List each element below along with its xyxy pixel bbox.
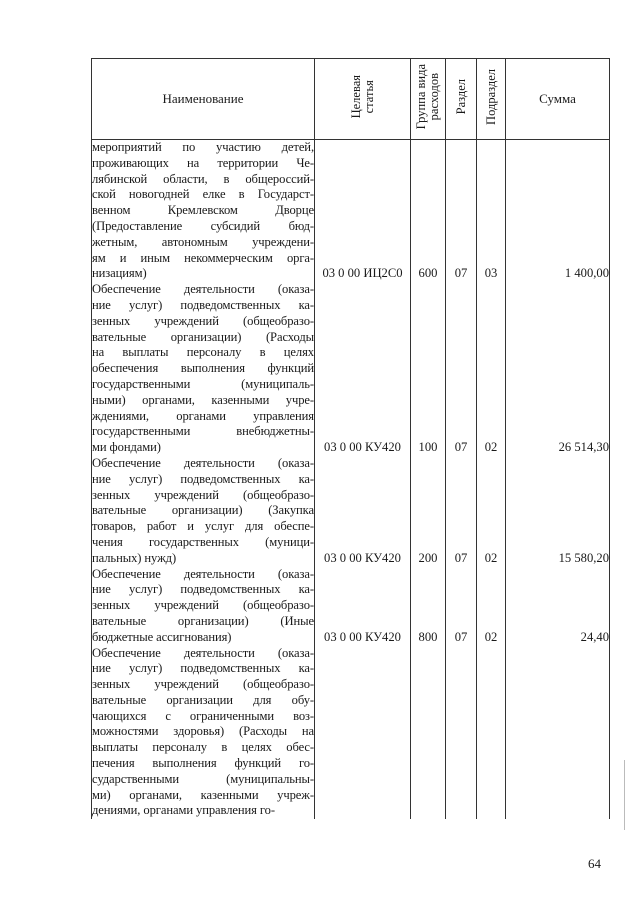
row-name — [92, 456, 315, 567]
row-expense-group: 200 — [411, 456, 446, 567]
row-name-line: зенных учреждений (общеобразо- — [92, 598, 314, 613]
row-expense-group: 600 — [411, 140, 446, 283]
row-name-line: сударственными (муниципальны- — [92, 771, 314, 786]
row-name — [92, 646, 315, 820]
row-name-line: государственными (муниципаль- — [92, 376, 314, 391]
header-expense-group: Группа вида расходов — [411, 59, 446, 140]
row-section — [446, 646, 477, 820]
row-target-article: 03 0 00 ИЦ2С0 — [315, 140, 411, 283]
header-amount: Сумма — [506, 59, 610, 140]
row-amount — [506, 646, 610, 820]
margin-mark — [624, 760, 625, 830]
row-name-line: зенных учреждений (общеобразо- — [92, 313, 314, 328]
row-name-line: ям и иным некоммерческим орга- — [92, 250, 314, 265]
row-name-line: проживающих на территории Че- — [92, 155, 314, 170]
row-name-line: зенных учреждений (общеобразо- — [92, 487, 314, 502]
row-name-line: вательные организации) (Иные — [92, 613, 314, 628]
table-header-row — [92, 59, 610, 140]
row-target-article: 03 0 00 КУ420 — [315, 456, 411, 567]
row-name-line: венном Кремлевском Дворце — [92, 203, 314, 218]
row-name-line: обеспечения выполнения функций — [92, 361, 314, 376]
row-name-line: ми) органами, казенными учреж- — [92, 787, 314, 802]
row-name-line: жетным, автономным учреждени- — [92, 234, 314, 249]
row-name-line: выплаты персоналу в целях обес- — [92, 740, 314, 755]
row-name-line: печения выполнения функций го- — [92, 756, 314, 771]
row-amount: 24,40 — [506, 567, 610, 646]
table-row — [92, 282, 610, 456]
budget-table — [91, 58, 610, 819]
row-amount: 1 400,00 — [506, 140, 610, 283]
row-section: 07 — [446, 567, 477, 646]
row-name-line: мероприятий по участию детей, — [92, 140, 314, 154]
row-subsection: 03 — [477, 140, 506, 283]
row-subsection: 02 — [477, 282, 506, 456]
row-name-line: (Предоставление субсидий бюд- — [92, 218, 314, 233]
row-expense-group: 800 — [411, 567, 446, 646]
row-amount: 15 580,20 — [506, 456, 610, 567]
row-name-line: ние услуг) подведомственных ка- — [92, 471, 314, 486]
row-name-line: зенных учреждений (общеобразо- — [92, 677, 314, 692]
row-name-line: дениями, органами управления го- — [92, 803, 275, 818]
row-name-line: вательные организации) (Закупка — [92, 503, 314, 518]
row-name-line: низациям) — [92, 266, 147, 281]
row-name-line: ской новогодней елке в Государст- — [92, 187, 314, 202]
row-name-line: вательные организации) (Расходы — [92, 329, 314, 344]
table-row — [92, 567, 610, 646]
row-name-line: Обеспечение деятельности (оказа- — [92, 566, 314, 581]
row-name-line: ние услуг) подведомственных ка- — [92, 582, 314, 597]
row-name-line: государственными внебюджетны- — [92, 424, 314, 439]
row-name-line: на выплаты персоналу в целях — [92, 345, 314, 360]
row-name — [92, 282, 315, 456]
row-name-line: ми фондами) — [92, 440, 161, 455]
row-target-article — [315, 646, 411, 820]
row-name-line: можностями здоровья) (Расходы на — [92, 724, 314, 739]
row-section: 07 — [446, 456, 477, 567]
row-name-line: чения государственных (муници- — [92, 534, 314, 549]
table-row — [92, 456, 610, 567]
row-name — [92, 140, 315, 283]
header-name: Наименование — [92, 59, 315, 140]
row-expense-group: 100 — [411, 282, 446, 456]
row-section: 07 — [446, 282, 477, 456]
table-row — [92, 646, 610, 820]
row-name-line: бюджетные ассигнования) — [92, 629, 232, 644]
row-subsection — [477, 646, 506, 820]
row-name-line: пальных) нужд) — [92, 550, 177, 565]
table-row — [92, 140, 610, 283]
row-section: 07 — [446, 140, 477, 283]
header-section: Раздел — [446, 59, 477, 140]
row-subsection: 02 — [477, 456, 506, 567]
row-name — [92, 567, 315, 646]
row-name-line: ние услуг) подведомственных ка- — [92, 661, 314, 676]
row-subsection: 02 — [477, 567, 506, 646]
page-number: 64 — [588, 856, 601, 871]
row-name-line: Обеспечение деятельности (оказа- — [92, 455, 314, 470]
row-name-line: товаров, работ и услуг для обеспе- — [92, 519, 314, 534]
row-name-line: чающихся с ограниченными воз- — [92, 708, 314, 723]
row-name-line: Обеспечение деятельности (оказа- — [92, 645, 314, 660]
row-name-line: ными) органами, казенными учре- — [92, 392, 314, 407]
header-target-article: Целевая статья — [315, 59, 411, 140]
row-amount: 26 514,30 — [506, 282, 610, 456]
row-target-article: 03 0 00 КУ420 — [315, 282, 411, 456]
row-expense-group — [411, 646, 446, 820]
row-name-line: Обеспечение деятельности (оказа- — [92, 282, 314, 297]
row-name-line: ние услуг) подведомственных ка- — [92, 297, 314, 312]
row-target-article: 03 0 00 КУ420 — [315, 567, 411, 646]
row-name-line: ждениями, органами управления — [92, 408, 314, 423]
header-subsection: Подраздел — [477, 59, 506, 140]
row-name-line: вательные организации для обу- — [92, 692, 314, 707]
row-name-line: лябинской области, в общероссий- — [92, 171, 314, 186]
